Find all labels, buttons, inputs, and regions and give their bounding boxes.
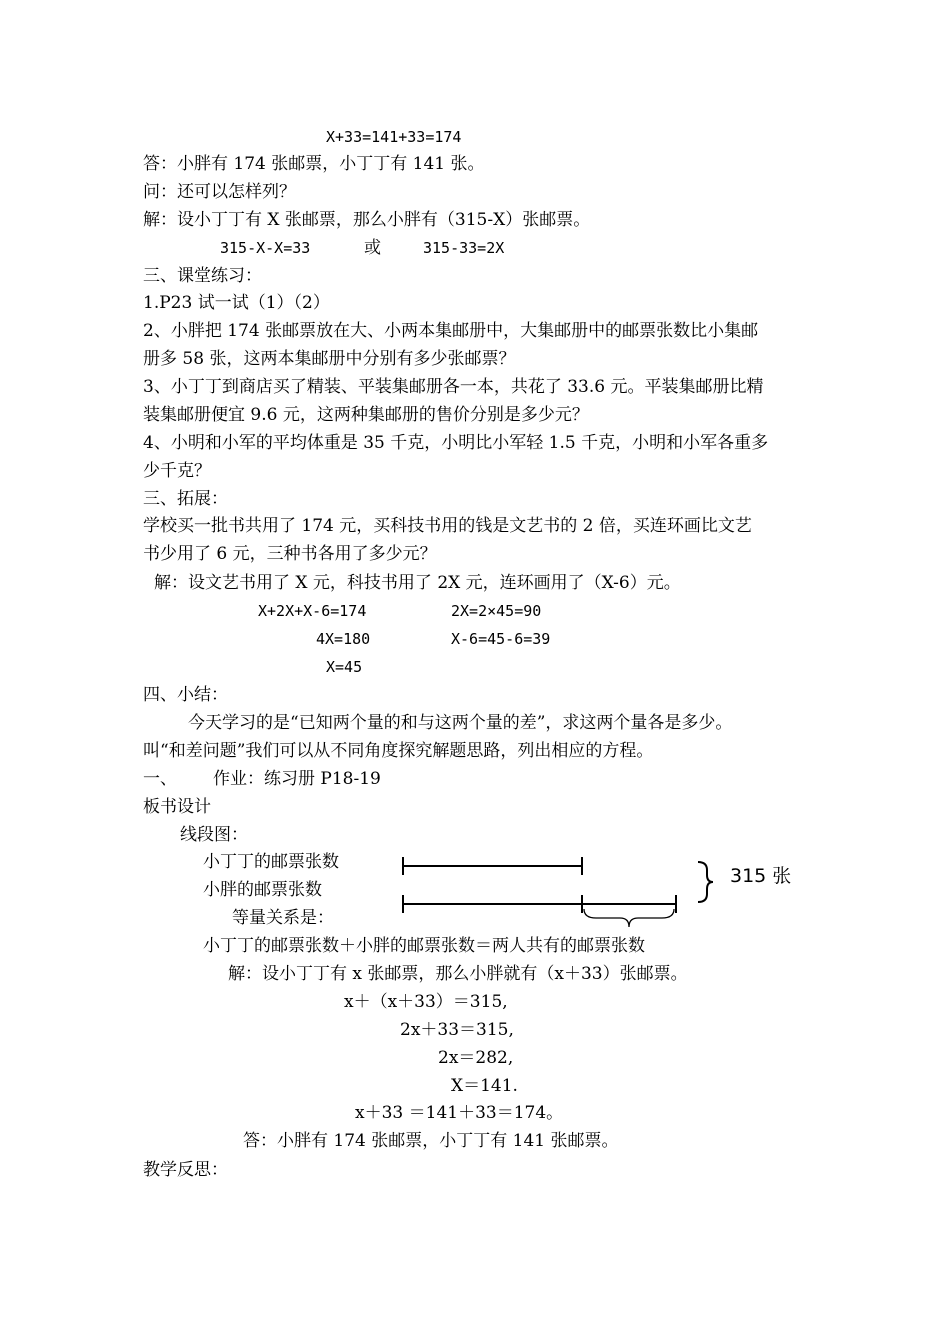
equation-line: X+33=141+33=174 (326, 128, 462, 146)
board-eq-5: x＋33 ＝141＋33＝174。 (355, 1103, 564, 1123)
alt-equation-b: 315-33=2X (423, 239, 505, 257)
practice-item-1: 1.P23 试一试（1）（2） (143, 293, 330, 313)
extension-line-2: 书少用了 6 元，三种书各用了多少元？ (143, 544, 437, 564)
summary-line-2: 叫“和差问题”我们可以从不同角度探究解题思路，列出相应的方程。 (143, 741, 654, 761)
extension-eq-5: X-6=45-6=39 (451, 630, 551, 648)
board-solution: 解：设小丁丁有 x 张邮票，那么小胖就有（x＋33）张邮票。 (228, 964, 688, 984)
answer-line: 答：小胖有 174 张邮票，小丁丁有 141 张。 (143, 154, 485, 174)
row-label-xiaopang: 小胖的邮票张数 (203, 880, 322, 900)
segment-xiaodingding (403, 857, 582, 875)
extension-eq-3: X=45 (326, 658, 363, 676)
homework-number: 一、 (143, 769, 177, 789)
practice-item-2-line-2: 册多 58 张，这两本集邮册中分别有多少张邮票？ (143, 349, 516, 369)
difference-brace (584, 909, 674, 927)
board-eq-1: x＋（x＋33）＝315, (344, 992, 508, 1012)
board-eq-4: X＝141. (451, 1076, 518, 1096)
summary-heading: 四、小结： (143, 685, 228, 705)
practice-item-2-line-1: 2、小胖把 174 张邮票放在大、小两本集邮册中，大集邮册中的邮票张数比小集邮 (143, 321, 759, 341)
extension-line-1: 学校买一批书共用了 174 元，买科技书用的钱是文艺书的 2 倍，买连环画比文艺 (143, 516, 752, 536)
relation-equation: 小丁丁的邮票张数＋小胖的邮票张数＝两人共有的邮票张数 (203, 936, 645, 956)
solution-line: 解：设小丁丁有 X 张邮票，那么小胖有（315-X）张邮票。 (143, 210, 591, 230)
segment-diagram-label: 线段图： (180, 825, 248, 845)
reflection-heading: 教学反思： (143, 1160, 228, 1180)
practice-item-4-line-1: 4、小明和小军的平均体重是 35 千克，小明比小军轻 1.5 千克，小明和小军各重多 (143, 433, 769, 453)
question-line: 问：还可以怎样列？ (143, 182, 296, 202)
board-answer: 答：小胖有 174 张邮票，小丁丁有 141 张邮票。 (243, 1131, 619, 1151)
extension-eq-4: 2X=2×45=90 (451, 602, 542, 620)
alt-or: 或 (364, 238, 381, 258)
extension-solution: 解：设文艺书用了 X 元，科技书用了 2X 元，连环画用了（X-6）元。 (154, 573, 681, 593)
practice-item-3-line-1: 3、小丁丁到商店买了精装、平装集邮册各一本，共花了 33.6 元。平装集邮册比精 (143, 377, 764, 397)
practice-heading: 三、课堂练习： (143, 266, 262, 286)
homework-line: 作业：练习册 P18-19 (213, 769, 381, 789)
extension-heading: 三、拓展： (143, 489, 228, 509)
practice-item-4-line-2: 少千克？ (143, 461, 211, 481)
board-heading: 板书设计 (143, 797, 211, 817)
total-label: 315 张 (730, 865, 792, 887)
board-eq-2: 2x＋33＝315, (400, 1020, 514, 1040)
summary-line-1: 今天学习的是“已知两个量的和与这两个量的差”，求这两个量各是多少。 (188, 713, 733, 733)
alt-equation-a: 315-X-X=33 (220, 239, 311, 257)
extension-eq-1: X+2X+X-6=174 (258, 602, 367, 620)
row-label-xiaodingding: 小丁丁的邮票张数 (203, 852, 339, 872)
relation-label: 等量关系是： (232, 908, 334, 928)
extension-eq-2: 4X=180 (316, 630, 371, 648)
board-eq-3: 2x＝282, (438, 1048, 514, 1068)
practice-item-3-line-2: 装集邮册便宜 9.6 元，这两种集邮册的售价分别是多少元？ (143, 405, 589, 425)
total-brace (698, 862, 713, 902)
segment-xiaopang (403, 895, 676, 913)
